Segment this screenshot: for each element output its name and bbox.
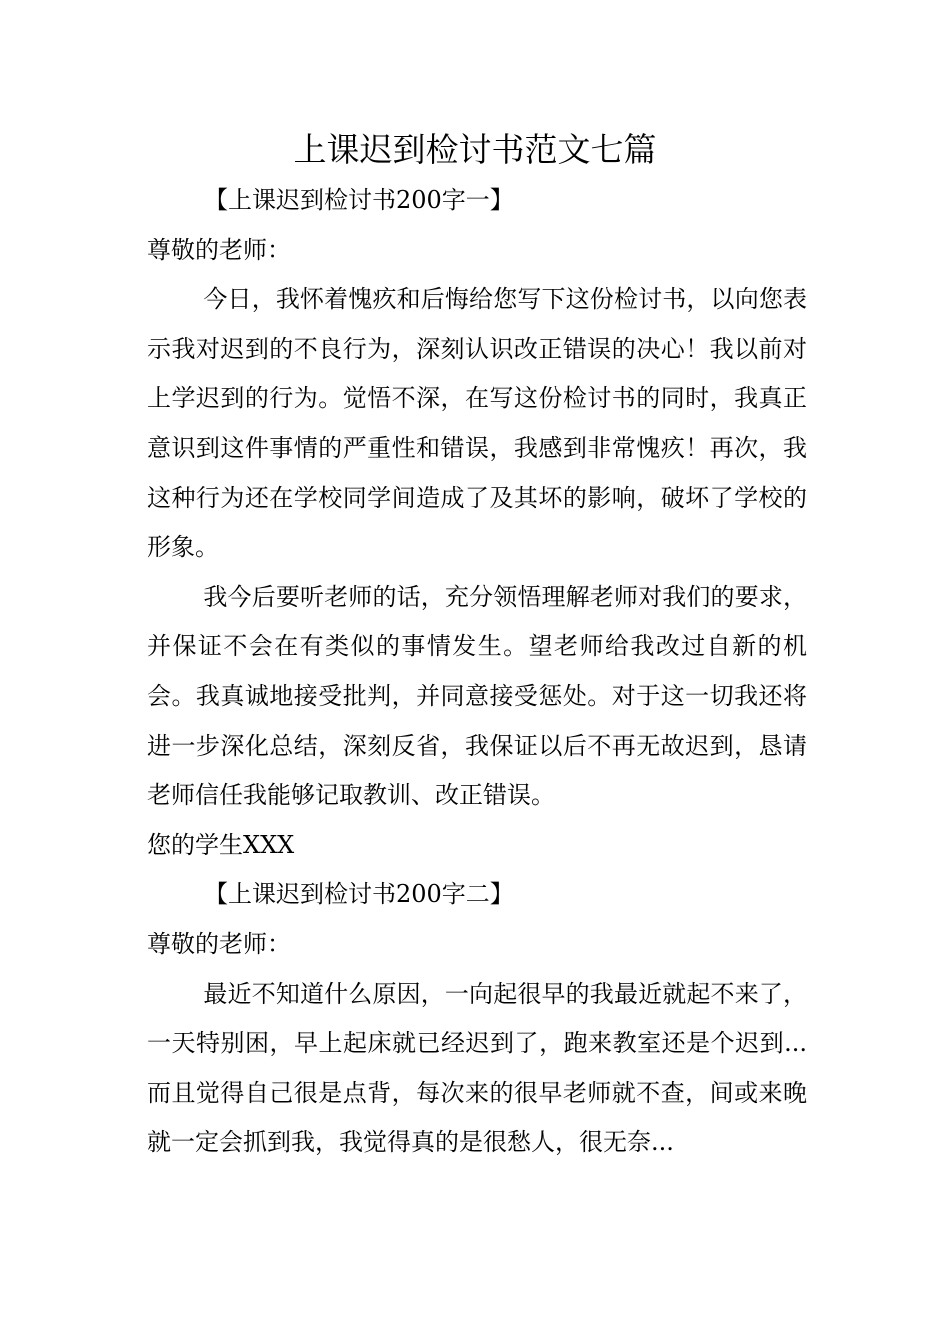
document-title: 上课迟到检讨书范文七篇 <box>293 130 657 169</box>
paragraph-2-1: 最近不知道什么原因，一向起很早的我最近就起不来了，一天特别困，早上起床就已经迟到了，跑来教室还是个迟到...而且觉得自己很是点背，每次来的很早老师就不查，间或来晚就一定会抓到我，我觉得真的是很愁人，很无奈... <box>147 979 807 1157</box>
salutation-2: 尊敬的老师： <box>147 929 291 958</box>
signature-1: 您的学生XXX <box>147 830 295 859</box>
paragraph-1-2: 我今后要听老师的话，充分领悟理解老师对我们的要求，并保证不会在有类似的事情发生。望老师给我改过自新的机会。我真诚地接受批判，并同意接受惩处。对于这一切我还将进一步深化总结，深刻反省，我保证以后不再无故迟到，恳请老师信任我能够记取教训、改正错误。 <box>147 582 807 810</box>
section-heading-1: 【上课迟到检讨书200字一】 <box>204 186 514 214</box>
document-body <box>147 176 807 1168</box>
section-heading-2: 【上课迟到检讨书200字二】 <box>204 880 514 909</box>
paragraph-1-1: 今日，我怀着愧疚和后悔给您写下这份检讨书，以向您表示我对迟到的不良行为，深刻认识改正错误的决心！我以前对上学迟到的行为。觉悟不深，在写这份检讨书的同时，我真正意识到这件事情的严重性和错误，我感到非常愧疚！再次，我这种行为还在学校同学间造成了及其坏的影响，破坏了学校的形象。 <box>147 285 807 562</box>
salutation-1: 尊敬的老师： <box>147 235 291 264</box>
